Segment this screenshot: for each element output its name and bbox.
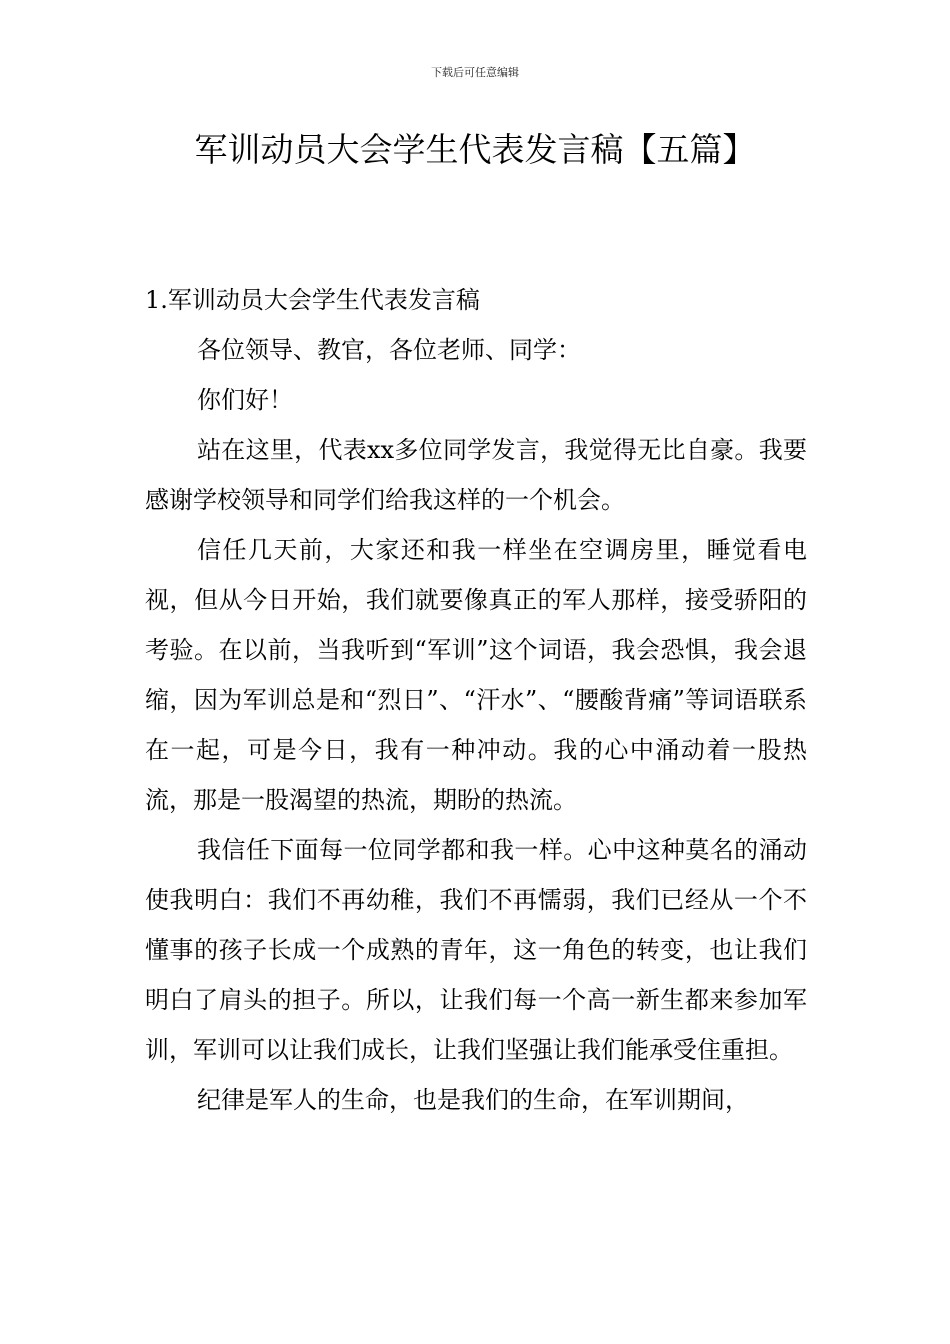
paragraph-greeting: 你们好！: [197, 386, 293, 414]
paragraph: 站在这里，代表xx多位同学发言，我觉得无比自豪。我要感谢学校领导和同学们给我这样的一个机会。: [145, 436, 807, 514]
section-heading: 1.军训动员大会学生代表发言稿: [145, 286, 480, 314]
paragraph-salutation: 各位领导、教官，各位老师、同学：: [197, 336, 581, 364]
paragraph: 纪律是军人的生命，也是我们的生命，在军训期间，: [197, 1086, 749, 1114]
document-body: [145, 275, 807, 1125]
header-note: 下载后可任意编辑: [431, 66, 519, 79]
paragraph: 信任几天前，大家还和我一样坐在空调房里，睡觉看电视，但从今日开始，我们就要像真正的军人那样，接受骄阳的考验。在以前，当我听到“军训”这个词语，我会恐惧，我会退缩，因为军训总是和“烈日”、“汗水”、“腰酸背痛”等词语联系在一起，可是今日，我有一种冲动。我的心中涌动着一股热流，那是一股渴望的热流，期盼的热流。: [145, 536, 807, 814]
document-title: 军训动员大会学生代表发言稿【五篇】: [194, 130, 756, 169]
paragraph: 我信任下面每一位同学都和我一样。心中这种莫名的涌动使我明白：我们不再幼稚，我们不再懦弱，我们已经从一个不懂事的孩子长成一个成熟的青年，这一角色的转变，也让我们明白了肩头的担子。所以，让我们每一个高一新生都来参加军训，军训可以让我们成长，让我们坚强让我们能承受住重担。: [145, 836, 807, 1064]
